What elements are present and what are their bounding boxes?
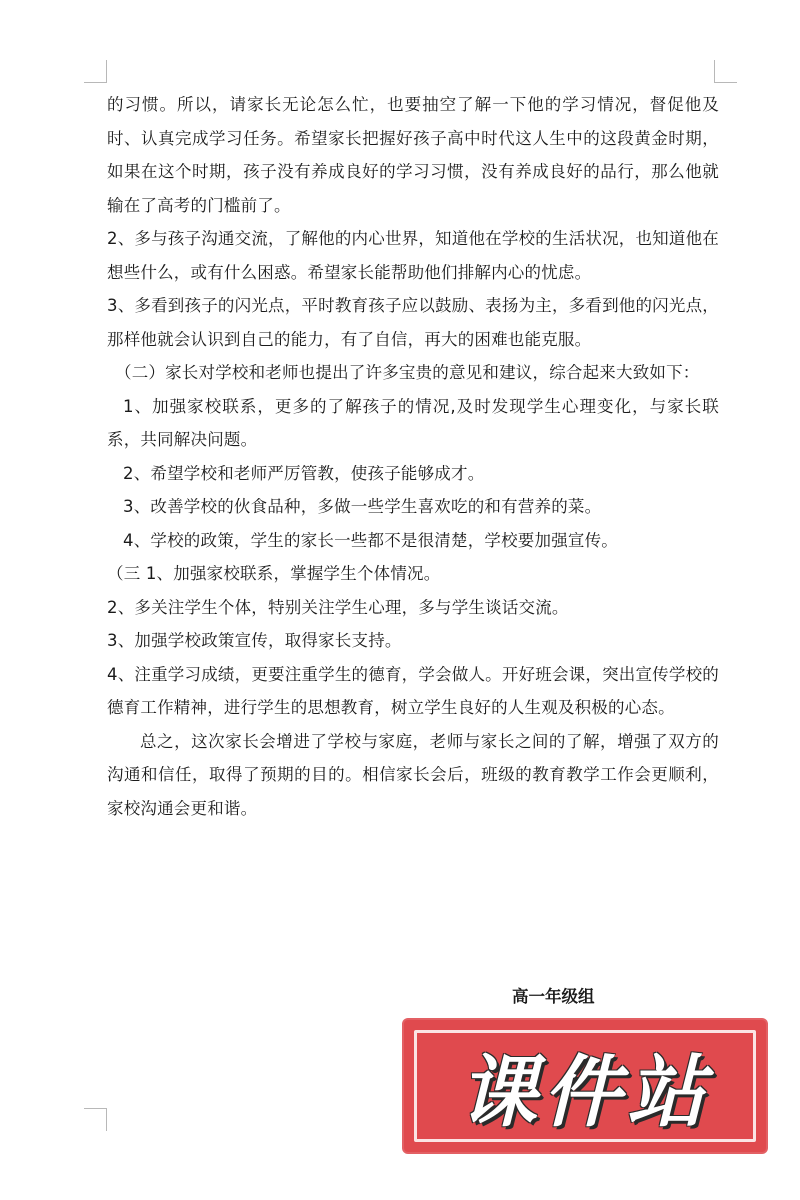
watermark-stamp-text: 课件站 xyxy=(458,1048,711,1138)
paragraph-section-three-item-4: 4、注重学习成绩，更要注重学生的德育，学会做人。开好班会课，突出宣传学校的德育工作精神，进行学生的思想教育，树立学生良好的人生观及积极的心态。 xyxy=(107,664,719,717)
paragraph-section-three-item-2: 2、多关注学生个体，特别关注学生心理，多与学生谈话交流。 xyxy=(107,597,569,617)
paragraph-continuation: 的习惯。所以，请家长无论怎么忙，也要抽空了解一下他的学习情况，督促他及时、认真完成学习任务。希望家长把握好孩子高中时代这人生中的这段黄金时期，如果在这个时期，孩子没有养成良好的学习习惯，没有养成良好的品行，那么他就输在了高考的门槛前了。 xyxy=(107,95,719,215)
paragraph-suggestion-2: 2、希望学校和老师严厉管教，使孩子能够成才。 xyxy=(123,463,485,483)
signature-group: 高一年级组 xyxy=(512,987,595,1006)
document-body xyxy=(107,88,719,825)
watermark-stamp xyxy=(404,1020,766,1152)
crop-mark-top-right xyxy=(714,60,737,83)
paragraph-section-three-item-1: （三 1、加强家校联系，掌握学生个体情况。 xyxy=(107,564,441,583)
paragraph-suggestion-3: 3、改善学校的伙食品种，多做一些学生喜欢吃的和有营养的菜。 xyxy=(123,497,602,516)
paragraph-suggestion-1: 1、加强家校联系，更多的了解孩子的情况,及时发现学生心理变化，与家长联系，共同解决问题。 xyxy=(107,396,719,449)
paragraph-section-three-item-3: 3、加强学校政策宣传，取得家长支持。 xyxy=(107,631,402,650)
paragraph-suggestion-4: 4、学校的政策，学生的家长一些都不是很清楚，学校要加强宣传。 xyxy=(123,530,618,550)
paragraph-section-two-heading: （二）家长对学校和老师也提出了许多宝贵的意见和建议，综合起来大致如下： xyxy=(115,363,700,382)
crop-mark-top-left xyxy=(84,60,107,83)
paragraph-summary: 总之，这次家长会增进了学校与家庭，老师与家长之间的了解，增强了双方的沟通和信任，取得了预期的目的。相信家长会后，班级的教育教学工作会更顺利，家校沟通会更和谐。 xyxy=(107,731,719,818)
paragraph-point-2: 2、多与孩子沟通交流，了解他的内心世界，知道他在学校的生活状况，也知道他在想些什么，或有什么困惑。希望家长能帮助他们排解内心的忧虑。 xyxy=(107,229,719,282)
paragraph-point-3: 3、多看到孩子的闪光点，平时教育孩子应以鼓励、表扬为主，多看到他的闪光点，那样他就会认识到自己的能力，有了自信，再大的困难也能克服。 xyxy=(107,296,719,349)
crop-mark-bottom-left xyxy=(84,1108,107,1131)
